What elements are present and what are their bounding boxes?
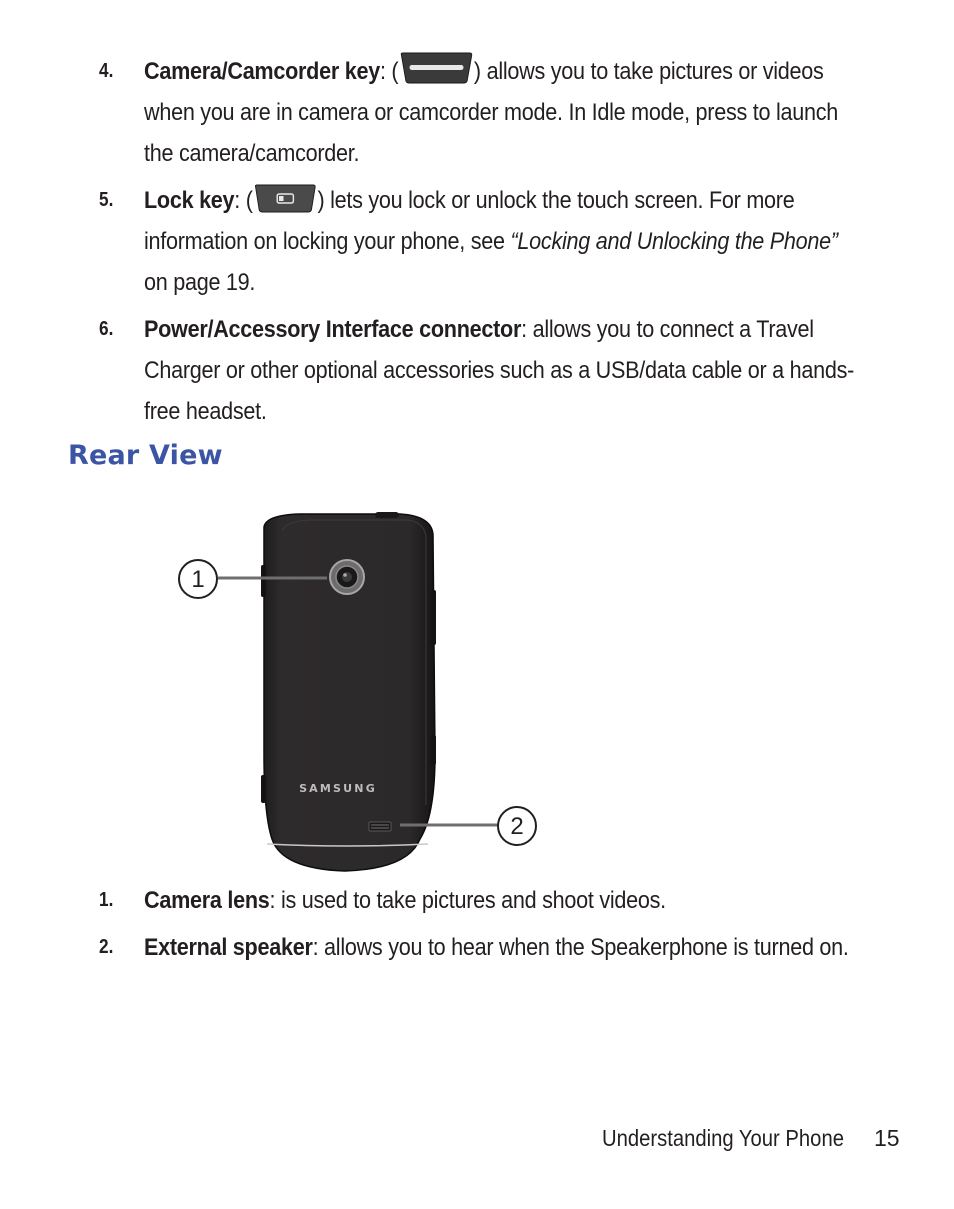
item-text: Lock key: ( ) lets you lock or unlock the touch screen. For more information on locking your phone, see “Locking and Unlocking the Phone” on page 19. xyxy=(144,180,855,303)
item-number: 1. xyxy=(99,889,114,911)
samsung-logo: SAMSUNG xyxy=(299,782,377,795)
section-title: Rear View xyxy=(68,440,223,471)
camera-key-icon xyxy=(398,51,474,85)
item-term: External speaker xyxy=(144,934,313,961)
item-text: External speaker: allows you to hear when the Speakerphone is turned on. xyxy=(144,934,849,961)
item-number: 6. xyxy=(99,318,114,340)
camera-lens-icon xyxy=(330,560,364,594)
item-number: 5. xyxy=(99,189,114,211)
footer-section-title: Understanding Your Phone xyxy=(602,1125,844,1151)
lock-key-icon xyxy=(253,184,318,214)
item-number: 2. xyxy=(99,936,114,958)
item-text: Power/Accessory Interface connector: allows you to connect a Travel Charger or other optional accessories such as a USB/data cable or a hands-free headset. xyxy=(144,316,855,425)
speaker-grille-icon xyxy=(369,822,391,831)
phone-rear-view-figure xyxy=(170,505,570,875)
callout-number-2: 2 xyxy=(510,813,524,840)
item-term: Lock key xyxy=(144,187,235,214)
page-number: 15 xyxy=(874,1125,900,1151)
item-term: Power/Accessory Interface connector xyxy=(144,316,522,343)
item-number: 4. xyxy=(99,60,114,82)
item-term: Camera lens xyxy=(144,887,270,914)
item-text: Camera lens: is used to take pictures and shoot videos. xyxy=(144,887,666,914)
item-term: Camera/Camcorder key xyxy=(144,58,380,85)
item-text: Camera/Camcorder key: ( ) allows you to take pictures or videos when you are in camera or camcorder mode. In Idle mode, press to launch the camera/camcorder. xyxy=(144,51,855,174)
callout-number-1: 1 xyxy=(191,566,205,593)
